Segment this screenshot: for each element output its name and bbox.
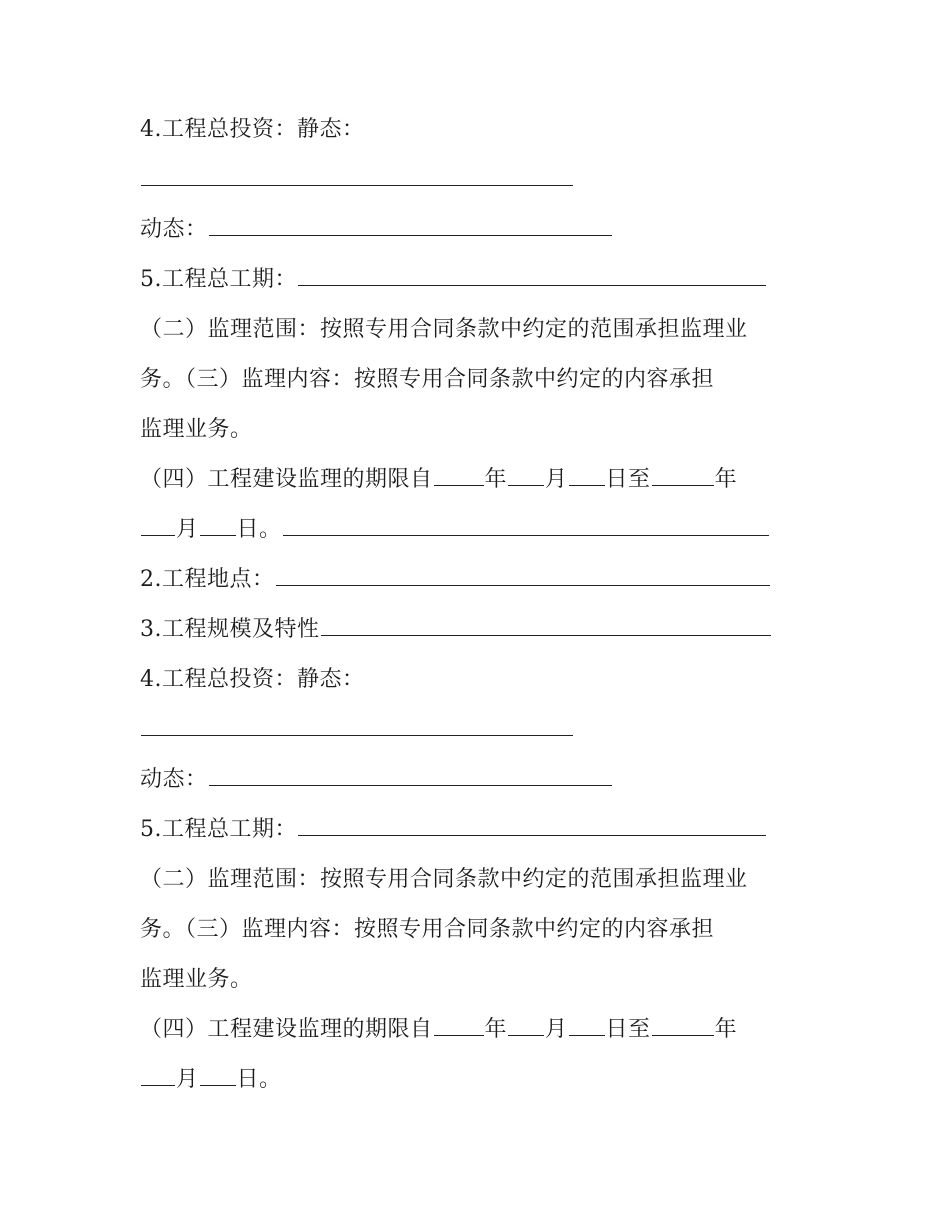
- year-blank: [652, 1017, 714, 1036]
- year-blank: [652, 467, 714, 486]
- day-blank: [200, 1067, 236, 1086]
- month-blank: [141, 1067, 175, 1086]
- to-label: 日至: [605, 467, 651, 492]
- month-label: 月: [545, 467, 568, 492]
- dynamic-investment-label: 动态：: [140, 217, 208, 242]
- total-investment-static-label: 4.工程总投资：静态：: [140, 117, 365, 142]
- month-label: 月: [545, 1017, 568, 1042]
- supervision-period-line: [140, 455, 830, 505]
- dynamic-investment-label: 动态：: [140, 767, 208, 792]
- fill-blank: [209, 767, 612, 786]
- month-blank: [141, 517, 175, 536]
- total-duration-line: [140, 805, 830, 855]
- fill-blank: [276, 567, 770, 586]
- year-label: 年: [484, 1017, 508, 1042]
- fill-blank: [209, 217, 612, 236]
- project-scale-line: [140, 605, 830, 655]
- supervision-scope-text: （二）监理范围：按照专用合同条款中约定的范围承担监理业: [140, 317, 748, 342]
- month-label: 月: [176, 517, 199, 542]
- supervision-period-text: （四）工程建设监理的期限自: [140, 467, 433, 492]
- blank-line: [140, 155, 830, 205]
- fill-blank: [321, 617, 771, 636]
- fill-blank: [298, 817, 766, 836]
- document-page: [140, 105, 830, 1105]
- supervision-content-text: 务。（三）监理内容：按照专用合同条款中约定的内容承担: [140, 367, 715, 392]
- project-location-label: 2.工程地点：: [140, 567, 275, 592]
- fill-blank: [141, 717, 573, 736]
- supervision-content-end-line: [140, 405, 830, 455]
- day-blank: [200, 517, 236, 536]
- supervision-content-end-line: [140, 955, 830, 1005]
- total-investment-static-line: [140, 105, 830, 155]
- month-label: 月: [176, 1067, 199, 1092]
- project-scale-label: 3.工程规模及特性: [140, 617, 320, 642]
- supervision-period-text: （四）工程建设监理的期限自: [140, 1017, 433, 1042]
- supervision-period-end-line: [140, 505, 830, 555]
- total-investment-static-label: 4.工程总投资：静态：: [140, 667, 365, 692]
- supervision-content-end-text: 监理业务。: [140, 967, 253, 992]
- day-blank: [569, 467, 605, 486]
- dynamic-investment-line: [140, 205, 830, 255]
- month-blank: [508, 467, 544, 486]
- supervision-content-text: 务。（三）监理内容：按照专用合同条款中约定的内容承担: [140, 917, 715, 942]
- supervision-period-line: [140, 1005, 830, 1055]
- supervision-content-line: [140, 905, 830, 955]
- day-label: 日。: [236, 1067, 282, 1092]
- year-label: 年: [484, 467, 508, 492]
- year-label: 年: [714, 467, 738, 492]
- supervision-period-end-line: [140, 1055, 830, 1105]
- blank-line: [140, 705, 830, 755]
- month-blank: [508, 1017, 544, 1036]
- supervision-scope-line: [140, 305, 830, 355]
- dynamic-investment-line: [140, 755, 830, 805]
- year-label: 年: [714, 1017, 738, 1042]
- year-blank: [434, 1017, 484, 1036]
- supervision-scope-text: （二）监理范围：按照专用合同条款中约定的范围承担监理业: [140, 867, 748, 892]
- total-duration-label: 5.工程总工期：: [140, 267, 297, 292]
- supervision-scope-line: [140, 855, 830, 905]
- supervision-content-line: [140, 355, 830, 405]
- fill-blank: [298, 267, 766, 286]
- total-duration-label: 5.工程总工期：: [140, 817, 297, 842]
- fill-blank: [283, 517, 769, 536]
- year-blank: [434, 467, 484, 486]
- day-label: 日。: [236, 517, 282, 542]
- supervision-content-end-text: 监理业务。: [140, 417, 253, 442]
- total-duration-line: [140, 255, 830, 305]
- day-blank: [569, 1017, 605, 1036]
- project-location-line: [140, 555, 830, 605]
- total-investment-static-line: [140, 655, 830, 705]
- fill-blank: [141, 167, 573, 186]
- to-label: 日至: [605, 1017, 651, 1042]
